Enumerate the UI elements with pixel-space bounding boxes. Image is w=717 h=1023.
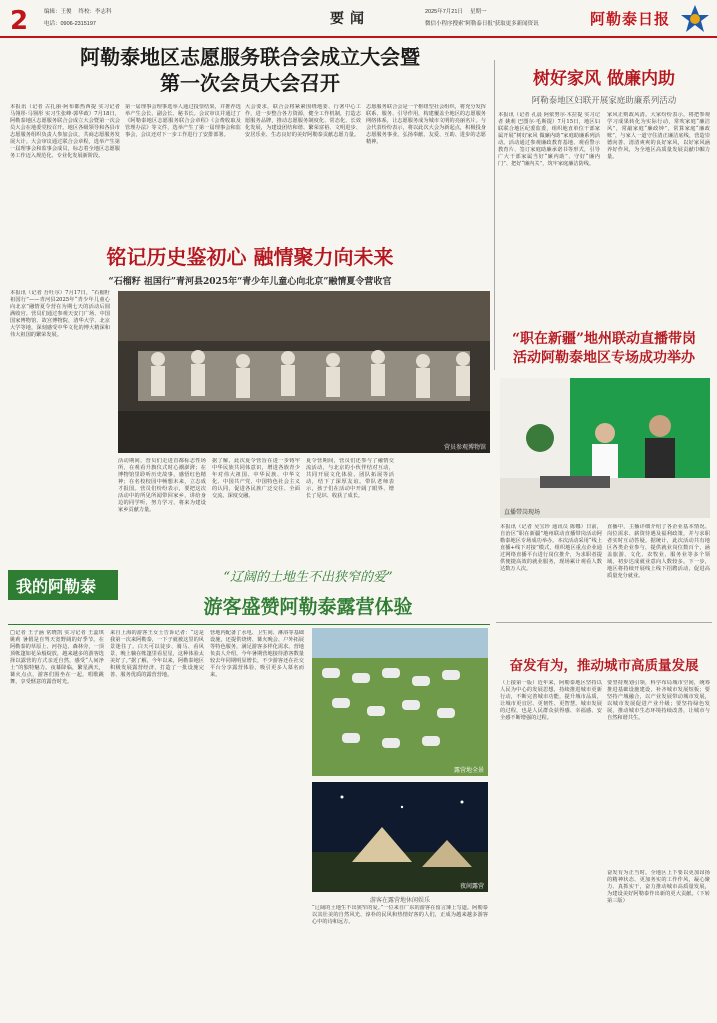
article2-subtitle: 阿勒泰地区妇联开展家庭助廉系列活动 [531, 96, 677, 106]
article3-col3: 据了解，此次夏令营旨在进一步铸牢中华民族共同体意识，增进各族青少年对伟大祖国、中华民族、中华文化、中国共产党、中国特色社会主义的认同，促进各民族广泛交往、全面交流、深度交融。 [212, 458, 300, 499]
notice-line: 微信小程序搜索“阿勒泰日报”获取更多新闻资讯 [425, 21, 539, 27]
article1-col1: 本报讯（记者 古扎丽·阿布都热西提 实习记者 马翎彤·马翎彤 实习生张峰·郭华政）7月18日，阿勒泰地区志愿服务联合会成立大会暨第一次会员大会在地委党校召开。地区各级领导和各县市志愿服务组织负责人参加会议，共商志愿服务发展大计。大会审议通过联合会章程，选举产生第一届理事会和监事会成员，标志着全地区志愿服务工作迈入规范化、专业化发展新阶段。 [10, 104, 120, 159]
article5-col3: 营地内配备了水电、卫生间、淋浴等基础设施，还提供烧烤、篝火晚会、户外拓展等特色服务，满足游客多样化需求。营地负责人介绍，今年暑期营地接待游客数量较去年同期明显增长，不少游客还在社交平台分享露营体验，吸引更多人慕名而来。 [210, 630, 304, 678]
editor-name: 编辑：王俊 [44, 9, 72, 15]
article1-col2: 第一届理事会理事选举人通过投票结果，并推荐选举产生会长、副会长、秘书长。会议审议并通过了《阿勒泰地区志愿服务联合会章程》《会费收取及管理办法》等文件，选举产生了第一届理事会和监事会，会议还对下一步工作进行了安排部署。 [125, 104, 241, 138]
editor-line [44, 7, 112, 15]
masthead: 阿勒泰日报 [590, 10, 671, 28]
article1-title-line1: 阿勒泰地区志愿服务联合会成立大会暨 [80, 45, 420, 69]
museum-photo [118, 291, 490, 453]
studio-photo [500, 378, 710, 518]
camp-night-caption: 夜间露营 [459, 883, 484, 890]
article4-title-line1: “职在新疆”地州联动直播带岗 [511, 331, 697, 347]
page-number: 2 [10, 6, 29, 36]
article6-title: 奋发有为，推动城市高质量发展 [509, 658, 699, 674]
article3-title: 铭记历史鉴初心 融情聚力向未来 [106, 245, 394, 269]
camp-night-photo [312, 782, 488, 892]
date-line [425, 7, 486, 15]
article5-caption: 游客在露营地休闲娱乐 [369, 897, 430, 904]
studio-photo-caption: 直播带岗现场 [504, 509, 541, 516]
section-title: 要闻 [330, 11, 370, 27]
article5-title: 游客盛赞阿勒泰露营体验 [203, 596, 413, 618]
article5-col4: “辽阔的土地生不出狭窄的爱。”一位来自广东的游客在留言簿上写道。阿勒泰以其壮美的自然风光、淳朴的民风和热情好客的人们，正成为越来越多游客心中的诗和远方。 [312, 905, 488, 925]
camp-tents-caption: 露营地全景 [453, 767, 484, 774]
camp-tents-photo [312, 628, 488, 776]
article5-col1: □记者 王子涵 常晓凯 实习记者 王蕊琪 姚莉 暑假是自驾天宽野阔的好季节。在阿勒泰的草原上、河谷边、森林旁，一顶顶帐篷如花朵般绽放，越来越多的游客选择以露营的方式亲近自然，感受“人间净土”的独特魅力。夜幕降临，繁星满天，篝火点点，游客们围坐在一起，唱歌跳舞，享受惬意的露营时光。 [10, 630, 104, 685]
article1-title-line2: 第一次会员大会召开 [160, 71, 340, 95]
museum-photo-caption: 营员参观博物馆 [443, 444, 486, 451]
article6-col2: 要坚持规划引领，科学布局城市空间，统筹推进基础设施建设，补齐城市发展短板；要坚持产城融合，以产业发展带动城市发展，以城市发展促进产业升级；要坚持绿色发展，推动城市生态环境持续改善，让城市与自然和谐共生。 [607, 680, 710, 721]
article4-col1: 本报讯（记者 吴宝珍 通讯员 陈娜）日前，自治区“职在新疆”地州联动直播带岗活动阿勒泰地区专场成功举办。本次活动采用“线上直播+线下对接”模式，组织地区重点企业通过网络直播平台进行岗位推介，为求职者提供便捷高效的就业服务，现场累计观看人数达数万人次。 [500, 524, 602, 572]
article3-col2: 活动期间，营员们走进首都标志性场所，在观看升旗仪式时心潮澎湃；在博物馆里聆听历史故事，感悟红色精神；在名校校园中畅想未来，立志成才报国。营员们纷纷表示，要把这次活动中的所见所闻带回家乡，讲给身边的同学听，努力学习，将来为建设家乡贡献力量。 [118, 458, 206, 513]
article4-title-line2: 活动阿勒泰地区专场成功举办 [513, 350, 695, 366]
article3-col4: 夏令营期间，营员们还参与了融情交流活动，与北京的小伙伴结对互动，共同开展文化体验、团队拓展等活动，结下了深厚友谊。带队老师表示，孩子们在活动中开阔了眼界、增长了见识、收获了成长。 [306, 458, 394, 499]
article3-col1: 本报讯（记者 吾吐尔）7月17日，“石榴籽 祖国行”——青河县2025年“青少年儿童心向北京”融情夏令营在为期七天的活动后圆满收官。营员们通过参观天安门广场、中国国家博物馆、故宫博物院、清华大学、北京大学等地，深刻感受中华文化的博大精深和伟大祖国的繁荣发展。 [10, 290, 110, 338]
column-banner: 我的阿勒泰 [8, 570, 118, 600]
article6-col1: （上接第一版）近年来，阿勒泰地区坚持以人民为中心的发展思想，持续推进城市更新行动，不断完善城市功能，提升城市品质，让城市更宜居、更韧性、更智慧。城市发展的过程，也是人民群众获得感、幸福感、安全感不断增强的过程。 [500, 680, 602, 721]
article1-col3: 大会要求，联合会将紧紧围绕地委、行署中心工作，进一步整合各方资源，健全工作机制，打造志愿服务品牌，推动志愿服务制度化、常态化、长效化发展，为建设团结和谐、繁荣富裕、文明进步、安居乐业、生态良好的美好阿勒泰贡献志愿力量。 [245, 104, 361, 138]
article4-title [498, 330, 710, 368]
newspaper-logo-icon [680, 4, 710, 34]
article5-rule [8, 624, 490, 625]
article2-col2: 家风正则政风清。大家纷纷表示，将把参观学习成果转化为实际行动，常吹家庭“廉洁风”，常敲家庭“廉政钟”，常算家庭“廉政账”，与家人一道守住清正廉洁底线，营造崇德向善、清清爽爽的良好家风，以好家风涵养好作风，为全地区高质量发展贡献巾帼力量。 [607, 112, 710, 160]
article1-title [10, 44, 490, 96]
article4-col2: 直播中，主播详细介绍了各企业基本情况、岗位需求、薪资待遇及福利政策，并与求职者实时互动答疑。据统计，此次活动共有地区各类企业参与，提供就业岗位数百个，涵盖旅游、文化、农牧业、服务业等多个领域，初步达成就业意向人数较多。下一步，地区将持续开展线上线下招聘活动，促进高质量充分就业。 [607, 524, 710, 579]
article5-quote: “辽阔的土地生不出狭窄的爱” [223, 570, 393, 585]
article1-col4: 志愿服务联合会是一个枢纽型社会组织，将充分发挥联系、服务、引导作用，构建覆盖全地区的志愿服务网络体系，让志愿服务成为城市文明的亮丽名片。与会代表纷纷表示，将以此次大会为新起点，积极投身志愿服务事业，弘扬奉献、友爱、互助、进步的志愿精神。 [366, 104, 486, 145]
article2-col1: 本报讯（记者 孔晨 阿依努尔·木拉提 实习记者 姚莉 巴图尔·毛斯提）7月15日，地区妇联联合地区纪委监委，组织地直单位干部家属开展“树好家风 做廉内助”家庭助廉系列活动。活动通过参观廉政教育基地、观看警示教育片、签订家庭助廉承诺书等形式，引导广大干部家属当好“廉内助”、守好“廉内门”、把好“廉内关”，筑牢家庭廉洁防线。 [498, 112, 600, 167]
article5-col2: 来自上海的游客王女士告诉记者：“这是我第一次来阿勒泰，一下子就被这里的风景迷住了。白天可以徒步、骑马、看风景，晚上躺在帐篷里看星星，这种体验太美好了。”据了解，今年以来，阿勒泰地区积极发展露营经济，打造了一批设施完善、服务优质的露营营地。 [110, 630, 204, 678]
article6-col3: 奋发有为正当时。全地区上下要以更加昂扬的精神状态、更加务实的工作作风，凝心聚力、真抓实干，奋力推动城市高质量发展，为建设美好阿勒泰作出新的更大贡献。（下转第三版） [607, 870, 710, 904]
header-rule [0, 36, 717, 38]
issue-date: 2025年7月21日 [425, 9, 463, 15]
issue-weekday: 星期一 [469, 9, 487, 15]
article6-rule [496, 622, 712, 623]
article3-subtitle: “石榴籽 祖国行”青河县2025年“青少年儿童心向北京”融情夏令营收官 [108, 277, 392, 287]
reviewer-name: 终校：李志科 [78, 9, 112, 15]
phone-line: 电话：0906-2315197 [44, 21, 96, 27]
article2-title: 树好家风 做廉内助 [533, 69, 675, 89]
column-divider [494, 60, 495, 370]
